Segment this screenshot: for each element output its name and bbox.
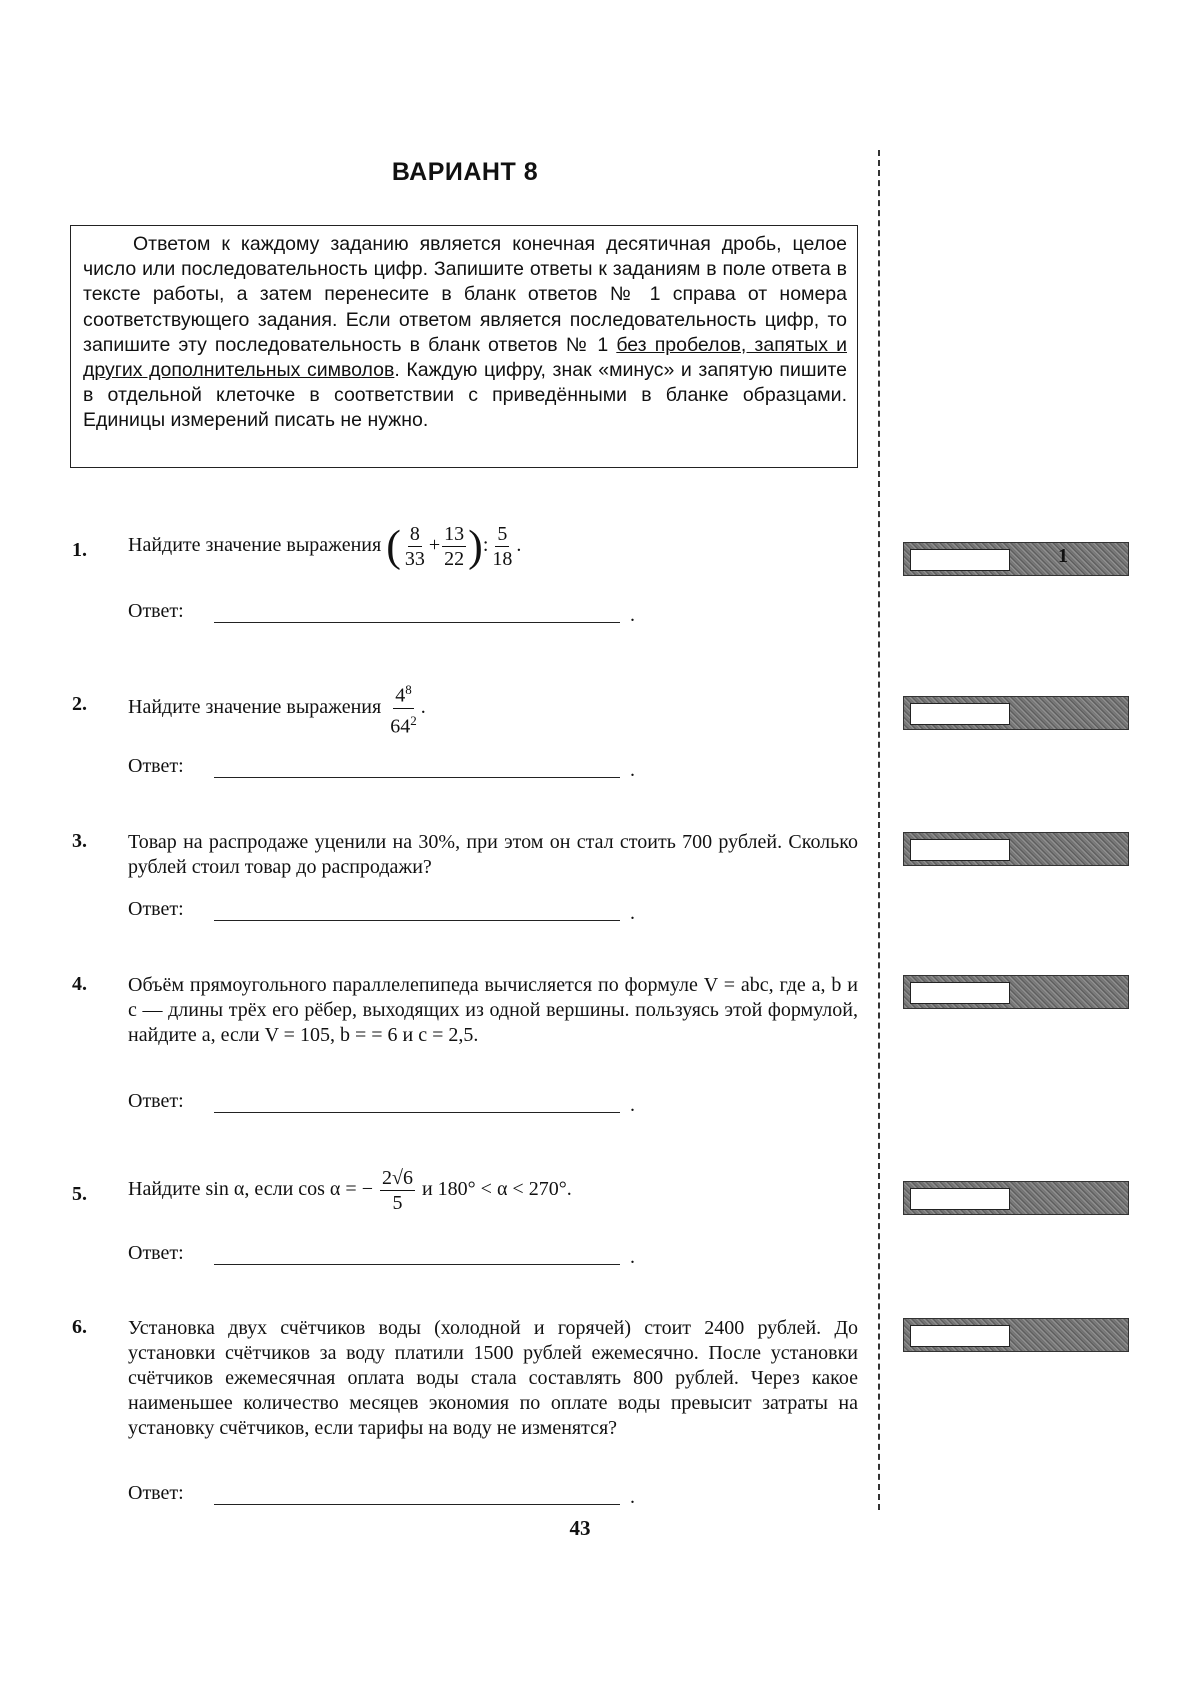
answer-form-cell [910,1188,1010,1210]
answer-form-cell [910,839,1010,861]
answer-form-box-5 [903,1181,1129,1215]
page-title: ВАРИАНТ 8 [391,158,539,186]
answer-dot: . [630,1486,635,1508]
answer-form-box-6 [903,1318,1129,1352]
denominator: 33 [404,548,425,570]
plus-sign: + [428,534,441,557]
page-number: 43 [569,1516,591,1540]
answer-label: Ответ: [128,898,184,920]
exponent: 2 [410,712,417,728]
question-number: 6. [72,1316,87,1338]
instructions-box [70,225,858,468]
answer-label: Ответ: [128,1482,184,1504]
fraction [490,522,514,571]
denominator [388,709,419,739]
denominator: 18 [492,548,513,570]
answer-line[interactable] [214,920,620,921]
answer-line[interactable] [214,777,620,778]
denominator: 5 [392,1192,403,1214]
question-number: 3. [72,830,87,852]
paren-open: ( [386,521,401,571]
question-3-text: Товар на распродаже уценили на 30%, при этом он стал стоить 700 рублей. Сколько рублей стоил товар до распродажи? [128,831,858,878]
answer-form-box-1 [903,542,1129,576]
answer-form-label: 1 [1058,545,1068,567]
answer-line[interactable] [214,1112,620,1113]
answer-label: Ответ: [128,1090,184,1112]
instructions-text: Ответом к каждому заданию является конечная десятичная дробь, целое число или последовательность цифр. Запишите ответы к заданиям в поле ответа в тексте работы, а затем перенесите в бланк ответов № 1 справа от номера соответствующего задания. Если ответом является последовательность цифр, то запишите эту последовательность в бланк ответов № 1 [83,233,847,356]
answer-dot: . [630,902,635,924]
numerator: 8 [409,523,420,545]
answer-form-cell [910,982,1010,1004]
answer-line[interactable] [214,1504,620,1505]
period: . [516,534,522,557]
base: 64 [390,715,411,738]
question-2-text [128,678,426,738]
colon-sign: : [482,534,489,557]
numerator: 5 [497,523,508,545]
fraction [380,1166,415,1215]
answer-form-cell [910,549,1010,571]
numerator: 2√6 [381,1167,413,1189]
answer-dot: . [630,1246,635,1268]
question-number: 5. [72,1183,87,1205]
numerator: 13 [444,523,465,545]
answer-form-box-4 [903,975,1129,1009]
instructions-underlined: без пробелов, запятых и других дополнительных символов [83,333,847,382]
instructions-text-end: . Каждую цифру, знак «минус» и запятую пишите в отдельной клеточке в соответствии с приведёнными в бланке образцами. Единицы измерений писать не нужно. [83,359,847,432]
denominator: 22 [444,548,465,570]
exponent: 8 [405,682,412,697]
cut-line-divider [878,150,880,1510]
answer-dot: . [630,759,635,781]
fraction [442,522,466,571]
answer-form-cell [910,1325,1010,1347]
answer-label: Ответ: [128,1242,184,1264]
answer-label: Ответ: [128,600,184,622]
question-text: и 180° < α < 270°. [421,1178,572,1201]
question-1-text [128,522,521,571]
fraction [388,678,419,738]
answer-form-cell [910,703,1010,725]
question-text: Найдите sin α, если cos α = − [128,1178,373,1201]
base: 4 [395,684,406,707]
question-number: 1. [72,539,87,561]
question-6-text: Установка двух счётчиков воды (холодной и горячей) стоит 2400 рублей. До установки счётчиков за воду платили 1500 рублей ежемесячно. После установки счётчиков ежемесячная оплата воды стала составлять 800 рублей. Через какое наименьшее количество месяцев экономия по оплате воды превысит затраты на установку счётчиков, если тарифы на воду не изменятся? [128,1317,858,1439]
numerator [393,678,414,709]
question-text: Найдите значение выражения [128,534,382,557]
answer-form-box-2 [903,696,1129,730]
question-text: Найдите значение выражения [128,695,382,718]
fraction [403,522,427,571]
question-number: 2. [72,693,87,715]
question-5-text [128,1166,572,1215]
question-number: 4. [72,973,87,995]
answer-line[interactable] [214,622,620,623]
answer-dot: . [630,604,635,626]
answer-form-box-3 [903,832,1129,866]
answer-line[interactable] [214,1264,620,1265]
answer-label: Ответ: [128,755,184,777]
period: . [420,695,426,718]
question-4-text: Объём прямоугольного параллелепипеда вычисляется по формуле V = abc, где a, b и c — длины трёх его рёбер, выходящих из одной вершины. пользуясь этой формулой, найдите a, если V = 105, b = = 6 и c = 2,5. [128,974,858,1046]
paren-close: ) [468,521,483,571]
answer-dot: . [630,1094,635,1116]
